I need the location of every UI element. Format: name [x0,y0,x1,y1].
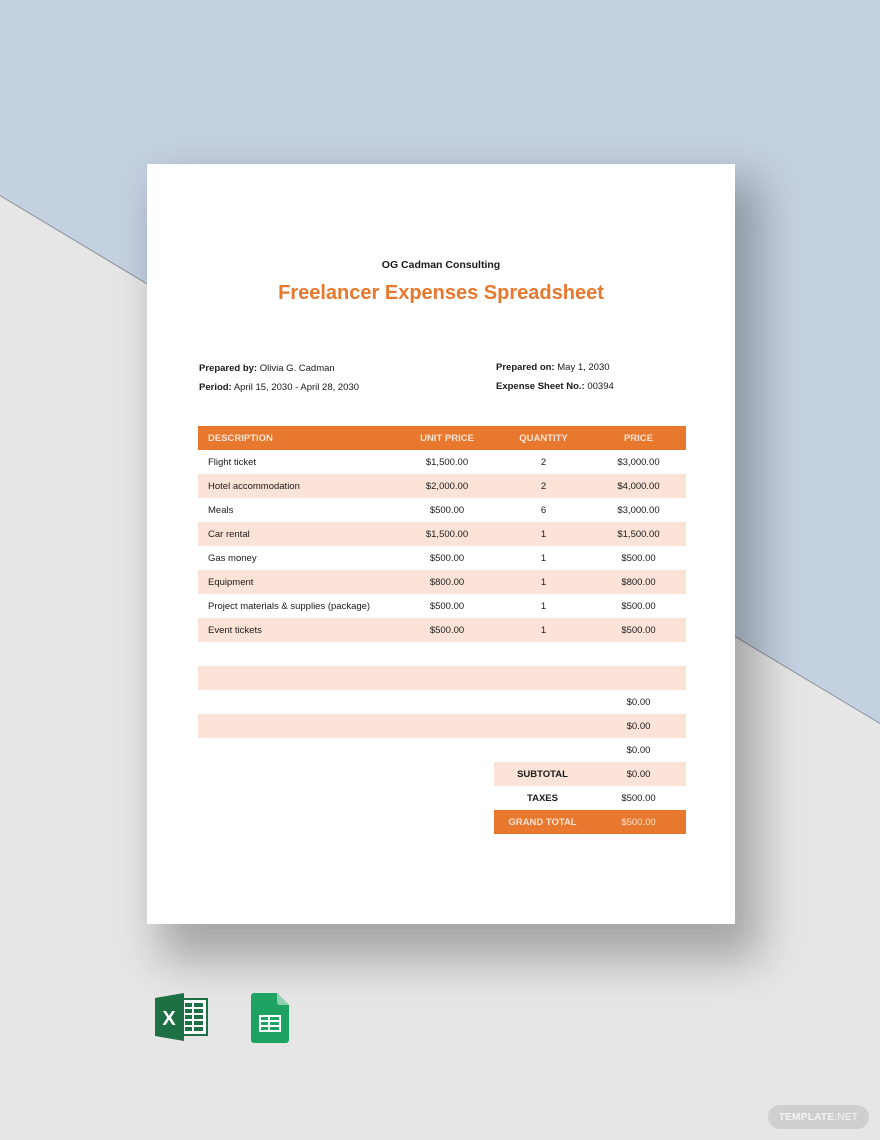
table-row [198,570,686,594]
grand-total-row [494,810,686,834]
cell-price: $4,000.00 [617,480,660,492]
table-row-empty [198,714,686,738]
cell-quantity: 1 [540,552,547,564]
table-row [198,594,686,618]
cell-unit-price: $500.00 [429,600,465,612]
prepared-on [496,358,614,377]
taxes-label: TAXES [527,792,558,804]
cell-quantity: 1 [540,576,547,588]
header-quantity: QUANTITY [519,432,568,444]
cell-price: $500.00 [621,600,656,612]
cell-price: $0.00 [626,720,651,732]
watermark-bold-text: TEMPLATE [778,1111,835,1123]
google-sheets-icon[interactable] [251,993,289,1043]
cell-unit-price: $2,000.00 [425,480,469,492]
header-unit-price: UNIT PRICE [420,432,474,444]
subtotal-row [494,762,686,786]
cell-unit-price: $500.00 [429,624,465,636]
prepared-by-value: Olivia G. Cadman [257,363,335,374]
cell-description: Meals [208,504,234,516]
document-page [147,164,735,924]
cell-price: $800.00 [621,576,656,588]
cell-description: Event tickets [208,624,262,636]
cell-description: Project materials & supplies (package) [208,600,371,612]
table-header-row [198,426,686,450]
period-value: April 15, 2030 - April 28, 2030 [231,382,360,393]
table-row [198,450,686,474]
expenses-table [198,426,686,762]
subtotal-value: $0.00 [626,768,651,780]
cell-unit-price: $1,500.00 [425,456,469,468]
expense-sheet-no [496,377,614,396]
cell-quantity: 1 [540,600,547,612]
cell-quantity: 2 [540,456,547,468]
company-name: OG Cadman Consulting [381,259,501,271]
table-row [198,618,686,642]
table-row-empty [198,666,686,690]
cell-unit-price: $800.00 [429,576,465,588]
cell-description: Car rental [208,528,250,540]
cell-price: $0.00 [626,744,651,756]
taxes-value: $500.00 [621,792,656,804]
taxes-row [494,786,686,810]
svg-text:X: X [162,1008,176,1030]
table-row [198,522,686,546]
expense-sheet-no-label: Expense Sheet No.: [496,381,585,392]
period-label: Period: [199,382,232,393]
prepared-on-value: May 1, 2030 [554,362,610,373]
subtotal-label: SUBTOTAL [517,768,568,780]
summary-block [494,762,686,834]
cell-description: Gas money [208,552,257,564]
grand-total-label: GRAND TOTAL [508,816,577,828]
meta-right [496,358,614,396]
prepared-by [199,359,359,378]
cell-price: $3,000.00 [617,504,660,516]
cell-price: $3,000.00 [617,456,660,468]
period [199,378,359,397]
cell-price: $500.00 [621,624,656,636]
grand-total-value: $500.00 [621,816,656,828]
cell-unit-price: $1,500.00 [425,528,469,540]
cell-quantity: 2 [540,480,547,492]
cell-quantity: 6 [540,504,547,516]
table-row-empty [198,642,686,666]
table-row-empty [198,738,686,762]
template-net-watermark [768,1105,869,1129]
cell-description: Equipment [208,576,254,588]
watermark-light-text: .NET [834,1111,859,1123]
header-price: PRICE [623,432,654,444]
cell-unit-price: $500.00 [429,552,465,564]
meta-left [199,359,359,397]
cell-quantity: 1 [540,528,547,540]
table-row-empty [198,690,686,714]
prepared-on-label: Prepared on: [496,362,555,373]
cell-unit-price: $500.00 [429,504,465,516]
cell-price: $1,500.00 [617,528,660,540]
table-row [198,474,686,498]
cell-price: $500.00 [621,552,656,564]
header-description: DESCRIPTION [208,432,273,444]
expense-sheet-no-value: 00394 [584,381,614,392]
document-title: Freelancer Expenses Spreadsheet [278,282,604,304]
cell-quantity: 1 [540,624,547,636]
cell-description: Hotel accommodation [208,480,300,492]
table-row [198,498,686,522]
excel-icon[interactable] [155,993,208,1041]
cell-price: $0.00 [626,696,651,708]
prepared-by-label: Prepared by: [199,363,258,374]
table-row [198,546,686,570]
cell-description: Flight ticket [208,456,257,468]
